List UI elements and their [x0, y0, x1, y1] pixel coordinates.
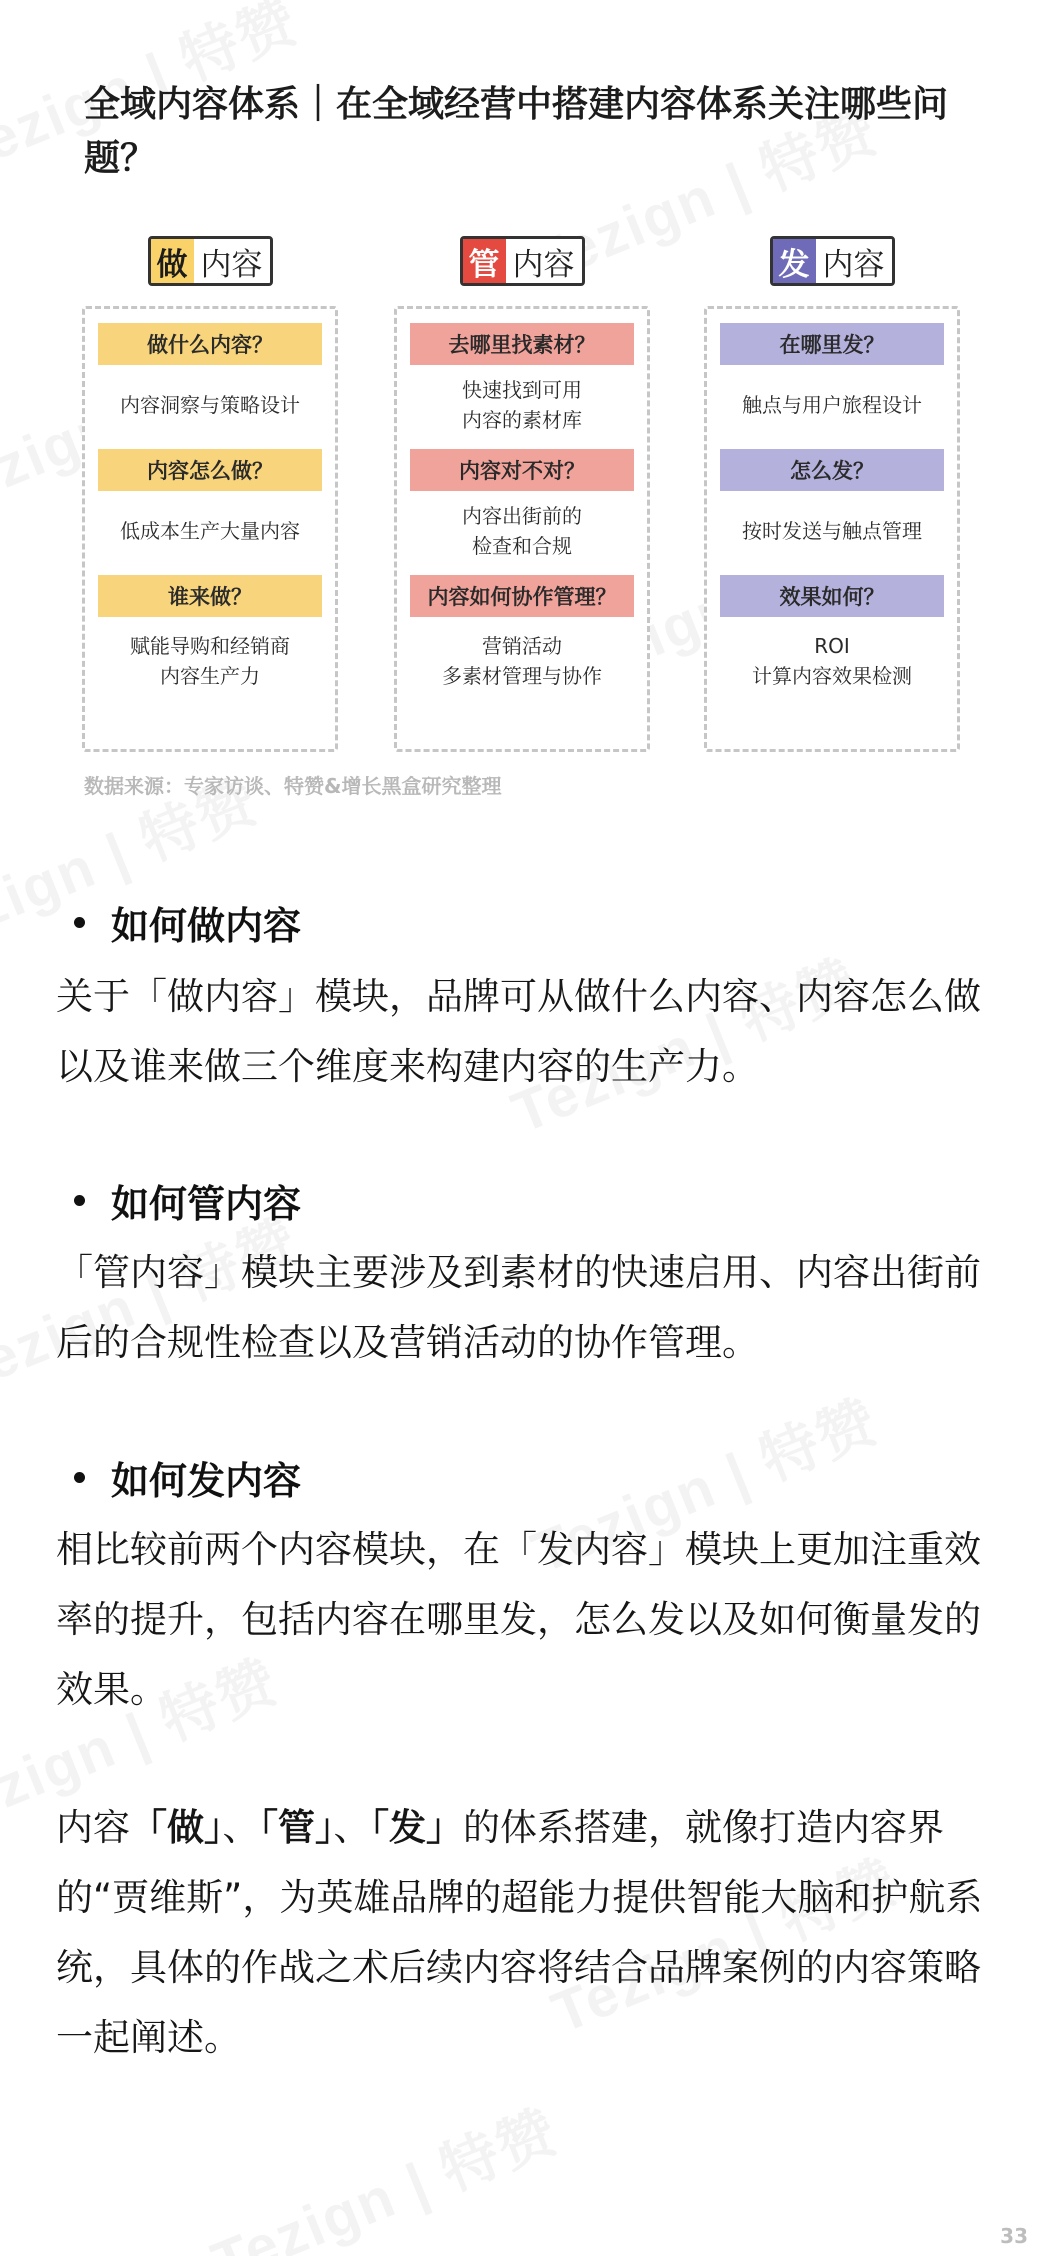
header-noun: 内容 [506, 239, 582, 283]
question-label: 内容怎么做？ [98, 449, 322, 491]
page-number: 33 [1000, 2224, 1028, 2248]
closing-emphasis: 「发」 [370, 1806, 463, 1849]
question-label: 做什么内容？ [98, 323, 322, 365]
section-heading-text: 如何做内容 [111, 904, 302, 948]
column-body [394, 306, 650, 752]
header-verb: 做 [151, 239, 194, 283]
closing-emphasis: 「做」 [130, 1806, 223, 1849]
section-heading [74, 1450, 301, 1505]
answer-text: 触点与用户旅程设计 [742, 393, 922, 417]
column-body [704, 306, 960, 752]
header-box [148, 236, 273, 286]
closing-text: 的体系搭建，就像打造内容界的“贾维斯”，为英雄品牌的超能力提供智能大脑和护航系统，具体的作战之术后续内容将结合品牌案例的内容策略一起阐述。 [56, 1806, 983, 2059]
column-header [78, 236, 342, 286]
column-make [78, 232, 342, 752]
header-verb: 管 [463, 239, 506, 283]
question-label: 去哪里找素材？ [410, 323, 634, 365]
section-heading [74, 1173, 301, 1228]
section-body: 相比较前两个内容模块，在「发内容」模块上更加注重效率的提升，包括内容在哪里发，怎么发以及如何衡量发的效果。 [56, 1528, 981, 1711]
column-header [700, 236, 964, 286]
page-title: 全域内容体系｜在全域经营中搭建内容体系关注哪些问题？ [84, 84, 949, 179]
answer-text: ROI 计算内容效果检测 [752, 634, 912, 688]
closing-text: 内容 [56, 1806, 130, 1849]
answer-text: 低成本生产大量内容 [120, 519, 300, 543]
section-heading-text: 如何发内容 [111, 1459, 302, 1503]
header-noun: 内容 [816, 239, 892, 283]
question-label: 效果如何？ [720, 575, 944, 617]
column-body [82, 306, 338, 752]
bullet-icon [74, 1195, 85, 1206]
section-heading [74, 895, 301, 950]
question-label: 在哪里发？ [720, 323, 944, 365]
section-body: 关于「做内容」模块，品牌可从做什么内容、内容怎么做以及谁来做三个维度来构建内容的生产力。 [56, 975, 981, 1088]
source-note: 数据来源：专家访谈、特赞&增长黑盒研究整理 [84, 774, 502, 798]
question-label: 怎么发？ [720, 449, 944, 491]
header-noun: 内容 [194, 239, 270, 283]
closing-emphasis: 「管」 [259, 1806, 334, 1849]
question-label: 内容如何协作管理？ [410, 575, 634, 617]
closing-text: 、 [222, 1806, 260, 1849]
header-box [770, 236, 895, 286]
bullet-icon [74, 917, 85, 928]
answer-text: 快速找到可用 内容的素材库 [462, 378, 582, 432]
content-system-diagram [78, 232, 968, 762]
bullet-icon [74, 1472, 85, 1483]
answer-text: 赋能导购和经销商 内容生产力 [130, 634, 290, 688]
section-heading-text: 如何管内容 [111, 1182, 302, 1226]
answer-text: 按时发送与触点管理 [742, 519, 922, 543]
section-body: 「管内容」模块主要涉及到素材的快速启用、内容出街前后的合规性检查以及营销活动的协作管理。 [56, 1251, 981, 1364]
question-label: 内容对不对？ [410, 449, 634, 491]
header-box [460, 236, 585, 286]
answer-text: 营销活动 多素材管理与协作 [442, 634, 602, 688]
column-manage [390, 232, 654, 752]
closing-paragraph [56, 1793, 996, 2073]
closing-text: 、 [333, 1806, 371, 1849]
header-verb: 发 [773, 239, 816, 283]
answer-text: 内容出街前的 检查和合规 [462, 504, 582, 558]
question-label: 谁来做？ [98, 575, 322, 617]
answer-text: 内容洞察与策略设计 [120, 393, 300, 417]
column-distribute [700, 232, 964, 752]
column-header [390, 236, 654, 286]
